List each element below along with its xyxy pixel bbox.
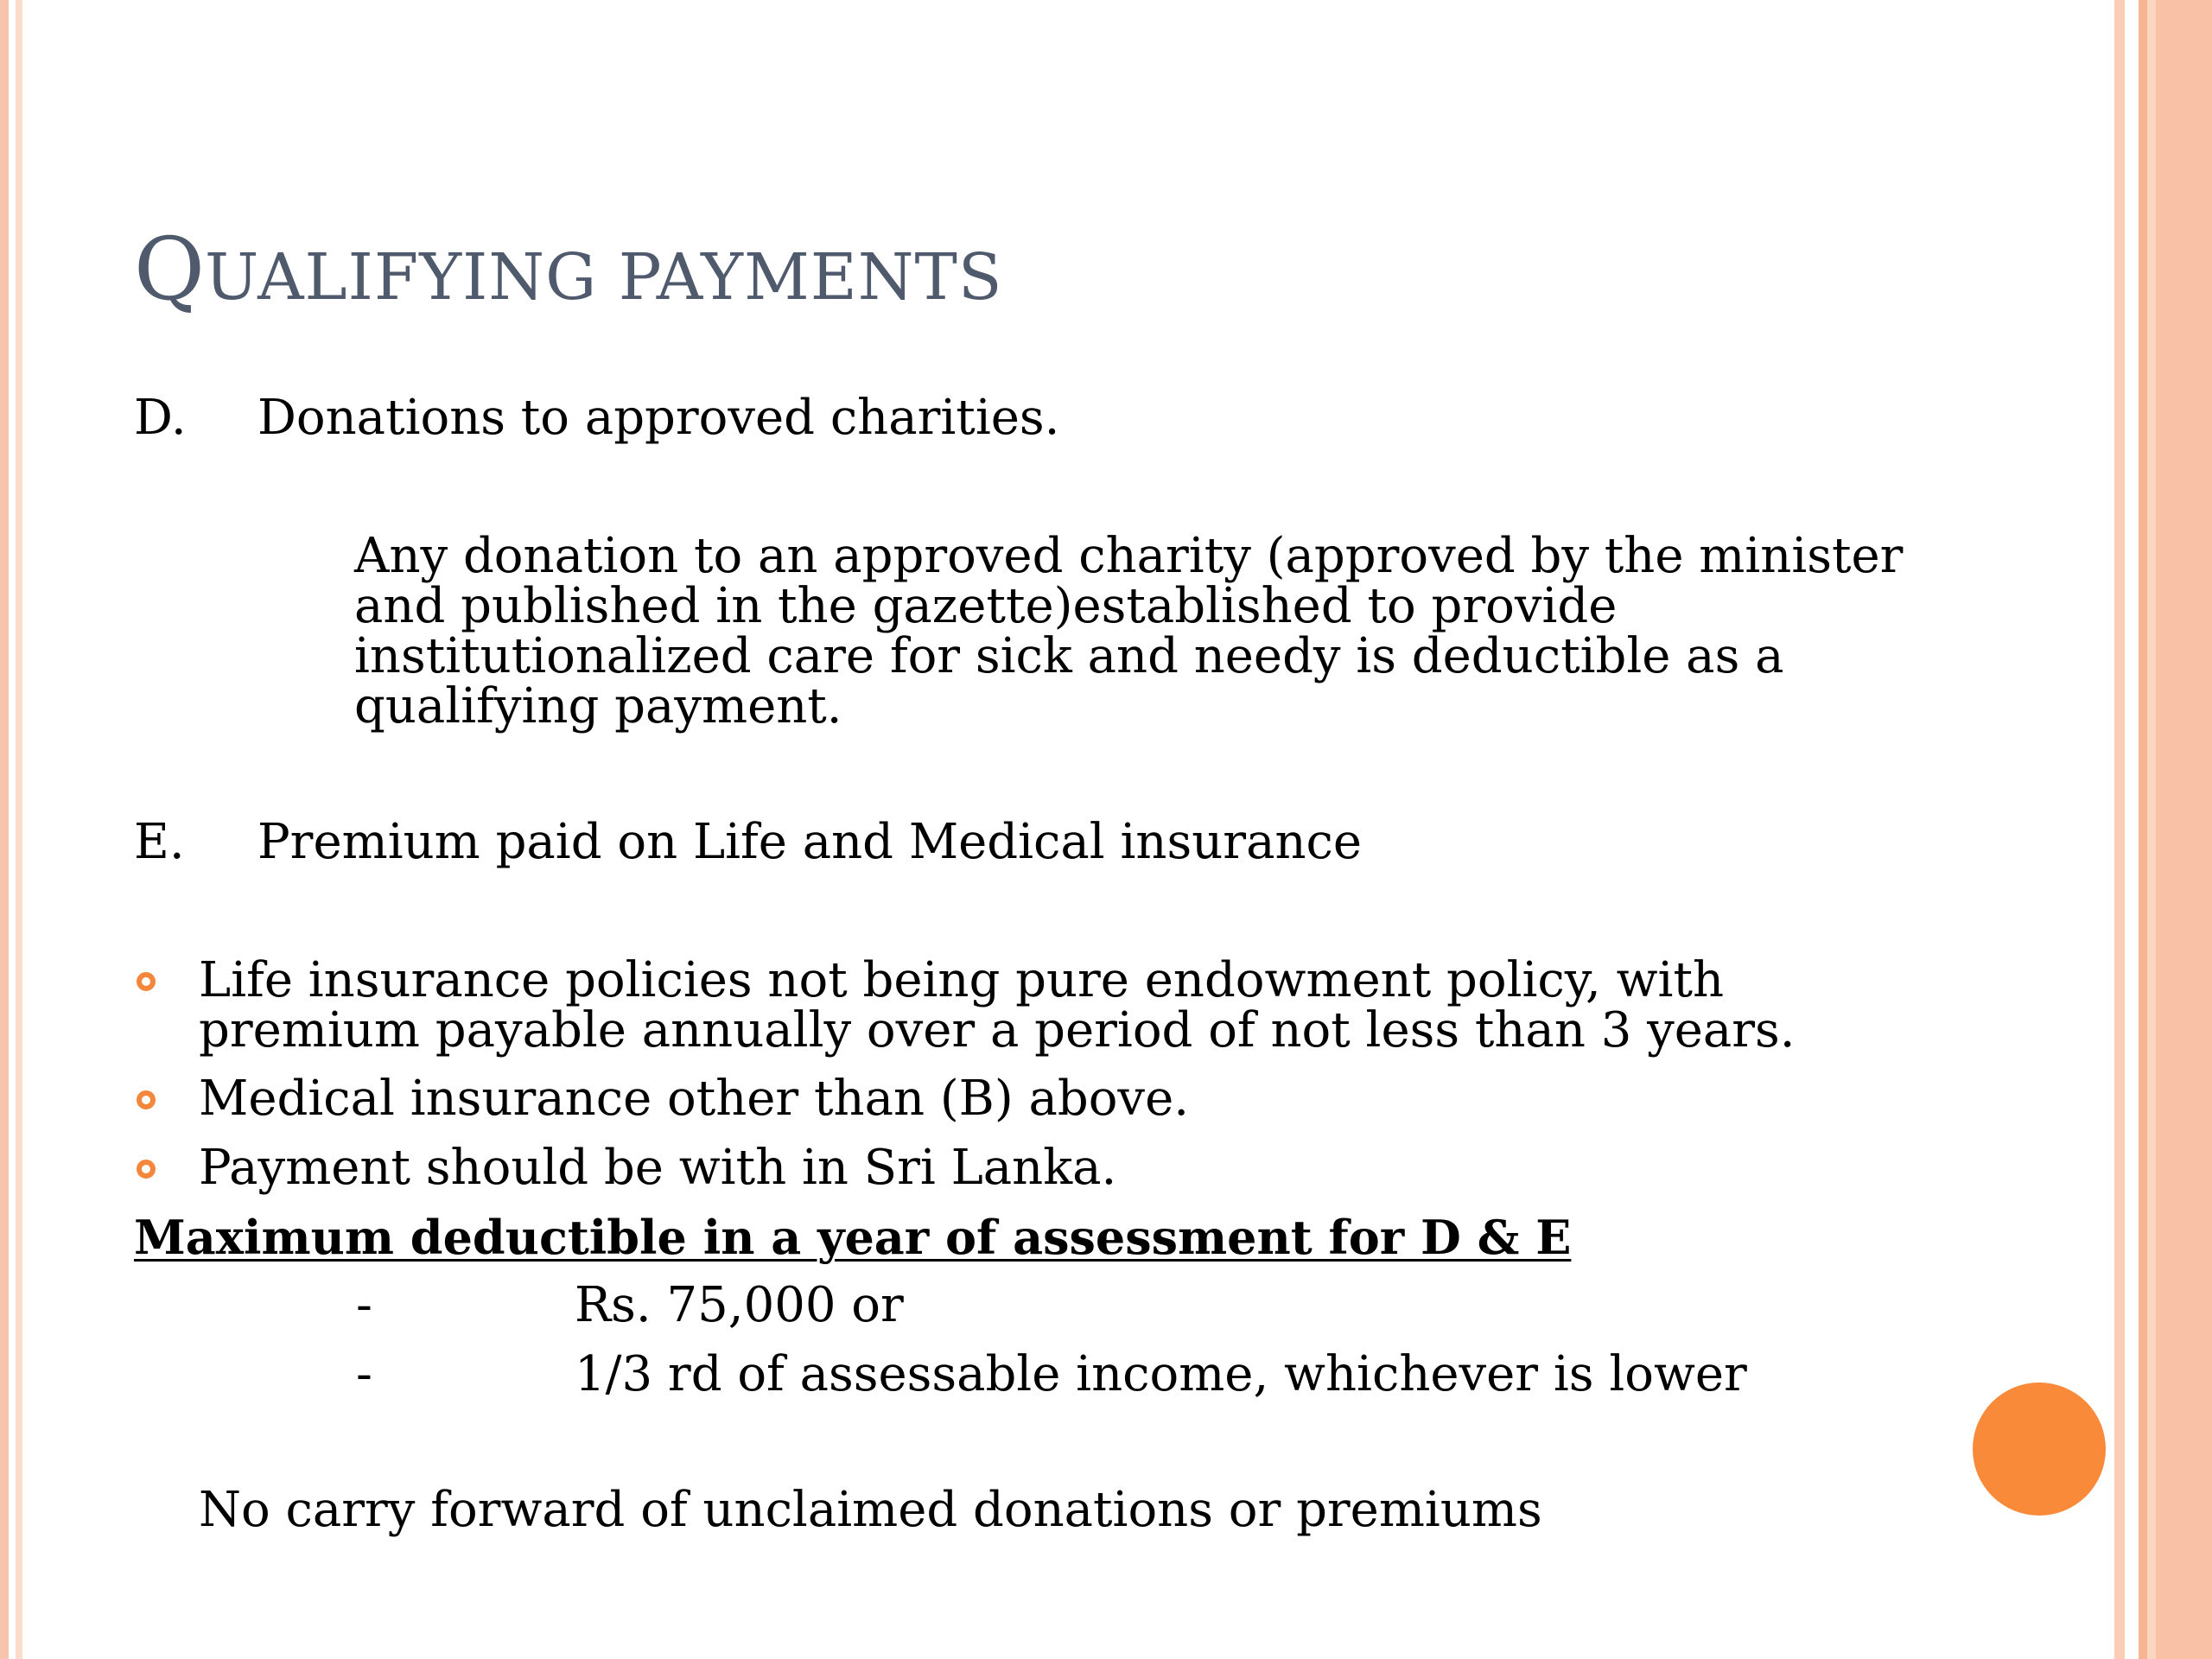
section-d-heading: Donations to approved charities.	[257, 390, 1060, 446]
limit-text: Rs. 75,000 or	[575, 1277, 904, 1333]
left-border-outer	[0, 0, 9, 1659]
right-border-gap	[2125, 0, 2139, 1659]
footer-note: No carry forward of unclaimed donations or premiums	[199, 1482, 1542, 1538]
slide-title	[134, 219, 1003, 320]
slide-title-rest: UALIFYING PAYMENTS	[204, 240, 1003, 315]
right-border-band	[2156, 0, 2212, 1659]
bullet-line: Life insurance policies not being pure endowment policy, with	[199, 952, 1725, 1008]
bullet-circle-icon	[137, 1160, 156, 1179]
max-deductible-heading: Maximum deductible in a year of assessment for D & E	[134, 1210, 1572, 1265]
bullet-circle-icon	[137, 1090, 156, 1109]
limit-dash: -	[356, 1346, 372, 1402]
section-d-letter: D.	[134, 390, 187, 446]
bullet-line: premium payable annually over a period of not less than 3 years.	[199, 1002, 1796, 1058]
section-d-paragraph-line: institutionalized care for sick and needy is deductible as a	[354, 628, 1784, 684]
limit-dash: -	[356, 1277, 372, 1333]
section-d-paragraph-line: and published in the gazette)established to provide	[354, 578, 1618, 634]
right-border-band	[2147, 0, 2156, 1659]
limit-text: 1/3 rd of assessable income, whichever is lower	[575, 1346, 1747, 1402]
bullet-circle-icon	[137, 972, 156, 991]
bullet-line: Payment should be with in Sri Lanka.	[199, 1140, 1117, 1196]
bullet-line: Medical insurance other than (B) above.	[199, 1071, 1190, 1127]
section-e-letter: E.	[134, 814, 185, 870]
slide-title-initial: Q	[134, 219, 205, 320]
right-border-band	[2114, 0, 2125, 1659]
section-d-paragraph-line: Any donation to an approved charity (approved by the minister	[354, 528, 1904, 584]
right-border-band	[2139, 0, 2147, 1659]
section-d-paragraph-line: qualifying payment.	[354, 678, 842, 734]
orange-circle-decoration	[1973, 1382, 2106, 1516]
left-border-inner	[16, 0, 22, 1659]
section-e-heading: Premium paid on Life and Medical insurance	[257, 814, 1363, 870]
